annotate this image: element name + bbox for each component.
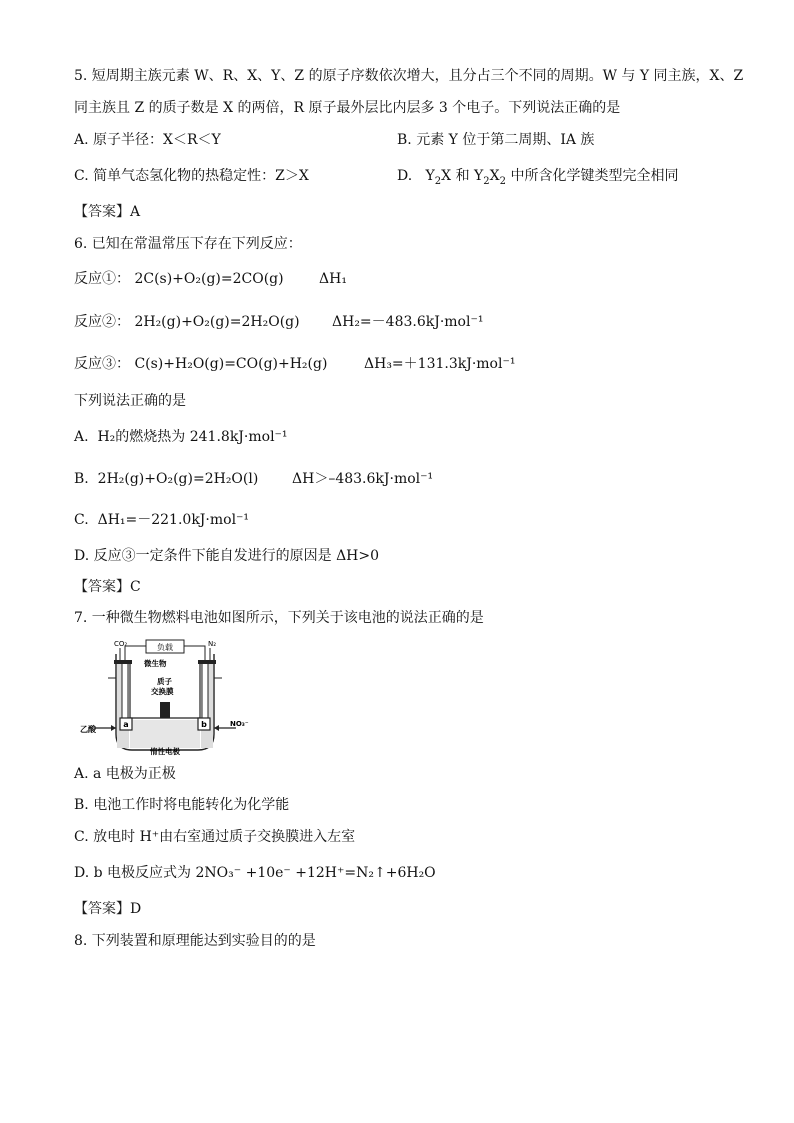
q5-option-d-text: 中所含化学键类型完全相同: [510, 168, 679, 184]
option-enthalpy: ΔH＞–483.6kJ·mol⁻¹: [292, 471, 434, 487]
q6-stem: 6. 已知在常温常压下存在下列反应：: [74, 236, 302, 252]
option-label: A.: [74, 429, 89, 445]
q5-option-a: A. 原子半径：X＜R＜Y: [74, 132, 221, 148]
left-cap: [114, 660, 132, 664]
no3-arrow-head: [214, 725, 219, 731]
q5-option-d: [397, 167, 678, 185]
q7-answer: [74, 900, 141, 918]
answer-label: 【答案】: [74, 901, 130, 917]
q8-stem: 8. 下列装置和原理能达到实验目的的是: [74, 933, 316, 949]
q5-answer: [74, 203, 140, 221]
q7-option-a: A. a 电极为正极: [74, 766, 176, 782]
option-equation: 2NO₃⁻ +10e⁻ +12H⁺=N₂↑+6H₂O: [195, 865, 436, 881]
q5-option-b: B. 元素 Y 位于第二周期、ⅠA 族: [397, 132, 595, 148]
option-label: C.: [74, 512, 89, 528]
microbe-label: 微生物: [144, 659, 167, 668]
option-equation: 2H₂(g)+O₂(g)=2H₂O(l): [97, 471, 259, 487]
inert-electrode-label: 惰性电极: [150, 747, 180, 756]
reaction-equation: 2C(s)+O₂(g)=2CO(g): [134, 271, 284, 287]
electrode-a-rod: [122, 662, 128, 722]
q7-option-c: C. 放电时 H⁺由右室通过质子交换膜进入左室: [74, 829, 356, 845]
reaction-label: 反应①：: [74, 271, 130, 287]
q6-reaction-2: [74, 313, 484, 331]
acetic-label: 乙酸: [80, 725, 96, 734]
q6-answer: [74, 578, 141, 596]
electrode-a-label: a: [123, 720, 129, 729]
option-text: H₂的燃烧热为 241.8kJ·mol⁻¹: [97, 429, 288, 445]
answer-label: 【答案】: [74, 579, 130, 595]
load-label: 负载: [157, 643, 173, 652]
no3-label: NO₃⁻: [230, 720, 249, 728]
answer-value: D: [130, 901, 142, 917]
reaction-label: 反应③：: [74, 356, 130, 372]
acetic-arrow-head: [111, 725, 116, 731]
q7-stem: 7. 一种微生物燃料电池如图所示，下列关于该电池的说法正确的是: [74, 610, 484, 626]
q5-option-d-label: D.: [397, 168, 413, 184]
reaction-enthalpy: ΔH₃=＋131.3kJ·mol⁻¹: [364, 356, 516, 372]
q6-option-c: [74, 511, 249, 529]
proton-exchange-membrane: [160, 702, 170, 718]
q5-option-d-formula2: $Y_2X_2$: [474, 168, 507, 187]
right-cap: [198, 660, 216, 664]
answer-label: 【答案】: [74, 204, 130, 220]
fuel-cell-diagram: [80, 638, 250, 756]
wire-left: [125, 646, 146, 660]
q5-stem-line2: 同主族且 Z 的质子数是 X 的两倍，R 原子最外层比内层多 3 个电子。下列说法正确的是: [74, 100, 621, 116]
wire-right: [184, 646, 205, 660]
n2-label: N₂: [208, 640, 217, 648]
q6-reaction-1: [74, 270, 347, 288]
q5-stem-line1: 5. 短周期主族元素 W、R、X、Y、Z 的原子序数依次增大，且分占三个不同的周期。W 与 Y 同主族，X、Z: [74, 68, 744, 84]
q7-option-d: [74, 864, 436, 882]
q6-option-a: [74, 428, 288, 446]
electrode-b-label: b: [201, 720, 207, 729]
option-label: B.: [74, 471, 89, 487]
reaction-enthalpy: ΔH₂=－483.6kJ·mol⁻¹: [332, 314, 484, 330]
q5-option-d-and: 和: [455, 168, 470, 184]
answer-value: A: [130, 204, 141, 220]
q6-question: 下列说法正确的是: [74, 393, 186, 409]
q6-option-b: [74, 470, 434, 488]
q5-option-c: C. 简单气态氢化物的热稳定性：Z＞X: [74, 168, 309, 184]
q5-option-d-formula1: $Y_2X$: [425, 168, 452, 187]
electrode-b-rod: [202, 662, 208, 722]
reaction-enthalpy: ΔH₁: [319, 271, 347, 287]
membrane-label-2: 交换膜: [151, 687, 174, 696]
option-text: ΔH₁=－221.0kJ·mol⁻¹: [97, 512, 250, 528]
membrane-label-1: 质子: [157, 677, 172, 686]
q6-reaction-3: [74, 355, 516, 373]
co2-label: CO₂: [114, 640, 128, 648]
reaction-equation: C(s)+H₂O(g)=CO(g)+H₂(g): [134, 356, 328, 372]
bottom-solution: [130, 720, 200, 748]
reaction-label: 反应②：: [74, 314, 130, 330]
option-label: D. b 电极反应式为: [74, 865, 192, 881]
answer-value: C: [130, 579, 141, 595]
reaction-equation: 2H₂(g)+O₂(g)=2H₂O(g): [134, 314, 300, 330]
q6-option-d: D. 反应③一定条件下能自发进行的原因是 ΔH>0: [74, 548, 380, 564]
q7-option-b: B. 电池工作时将电能转化为化学能: [74, 797, 290, 813]
